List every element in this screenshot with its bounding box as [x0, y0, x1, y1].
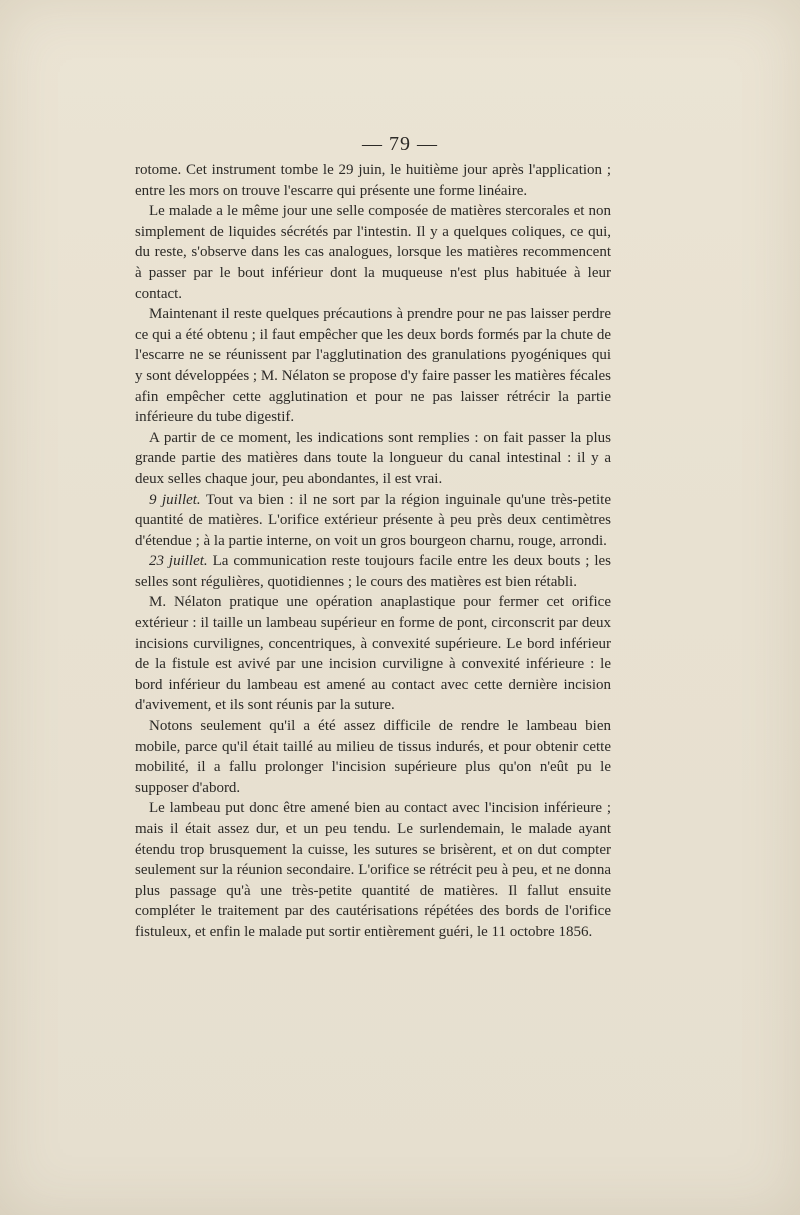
entry-date: 23 juillet.: [149, 553, 208, 570]
paragraph-9: Le lambeau put donc être amené bien au contact avec l'incision inférieure ; mais il était assez dur, et un peu tendu. Le surlendemain, le malade ayant étendu trop brusquement la cuisse, les sutures se brisèrent, et on dut compter seulement sur la réunion secondaire. L'orifice se rétrécit peu à peu, et ne donna plus passage qu'à une très-petite quantité de matières. Il fallut ensuite compléter le traitement par des cautérisations répétées des bords de l'orifice fistuleux, et enfin le malade put sortir entièrement guéri, le 11 octobre 1856.: [135, 800, 611, 940]
paragraph-7: M. Nélaton pratique une opération anaplastique pour fermer cet orifice extérieur : il taille un lambeau supérieur en forme de pont, circonscrit par deux incisions curvilignes, concentriques, à convexité supérieure. Le bord inférieur de la fistule est avivé par une incision curviligne à convexité inférieure : le bord inférieur du lambeau est amené au contact avec cette dernière incision d'avivement, et ils sont réunis par la suture.: [135, 594, 611, 714]
paragraph-1: rotome. Cet instrument tombe le 29 juin, le huitième jour après l'application ; entre les mors on trouve l'escarre qui présente une forme linéaire.: [135, 162, 611, 199]
paragraph-4: A partir de ce moment, les indications sont remplies : on fait passer la plus grande partie des matières dans toute la longueur du canal intestinal : il y a deux selles chaque jour, peu abondantes, il est vrai.: [135, 429, 611, 487]
entry-text: Tout va bien : il ne sort par la région inguinale qu'une très-petite quantité de matières. L'orifice extérieur présente à peu près deux centimètres d'étendue ; à la partie interne, on voit un gros bourgeon charnu, rouge, arrondi.: [135, 491, 611, 549]
entry-text: La communication reste toujours facile entre les deux bouts ; les selles sont régulières, quotidiennes ; le cours des matières est bien rétabli.: [135, 553, 611, 590]
entry-date: 9 juillet.: [149, 491, 201, 508]
paragraph-5: [135, 490, 611, 552]
body-text: [135, 160, 611, 943]
paragraph-6: [135, 551, 611, 592]
paragraph-3: Maintenant il reste quelques précautions à prendre pour ne pas laisser perdre ce qui a été obtenu ; il faut empêcher que les deux bords formés par la chute de l'escarre ne se réunissent par l'agglutination des granulations pyogéniques qui y sont développées ; M. Nélaton se propose d'y faire passer les matières fécales afin empêcher cette agglutination et pour ne pas laisser rétrécir la partie inférieure du tube digestif.: [135, 306, 611, 426]
paragraph-2: Le malade a le même jour une selle composée de matières stercorales et non simplement de liquides sécrétés par l'intestin. Il y a quelques coliques, ce qui, du reste, s'observe dans les cas analogues, lorsque les matières recommencent à passer par le bout inférieur dont la muqueuse n'est plus habituée à leur contact.: [135, 203, 611, 302]
page-number: — 79 —: [362, 133, 438, 155]
paragraph-8: Notons seulement qu'il a été assez difficile de rendre le lambeau bien mobile, parce qu'il était taillé au milieu de tissus indurés, et pour obtenir cette mobilité, il a fallu prolonger l'incision supérieure plus qu'on n'eût pu le supposer d'abord.: [135, 718, 611, 796]
